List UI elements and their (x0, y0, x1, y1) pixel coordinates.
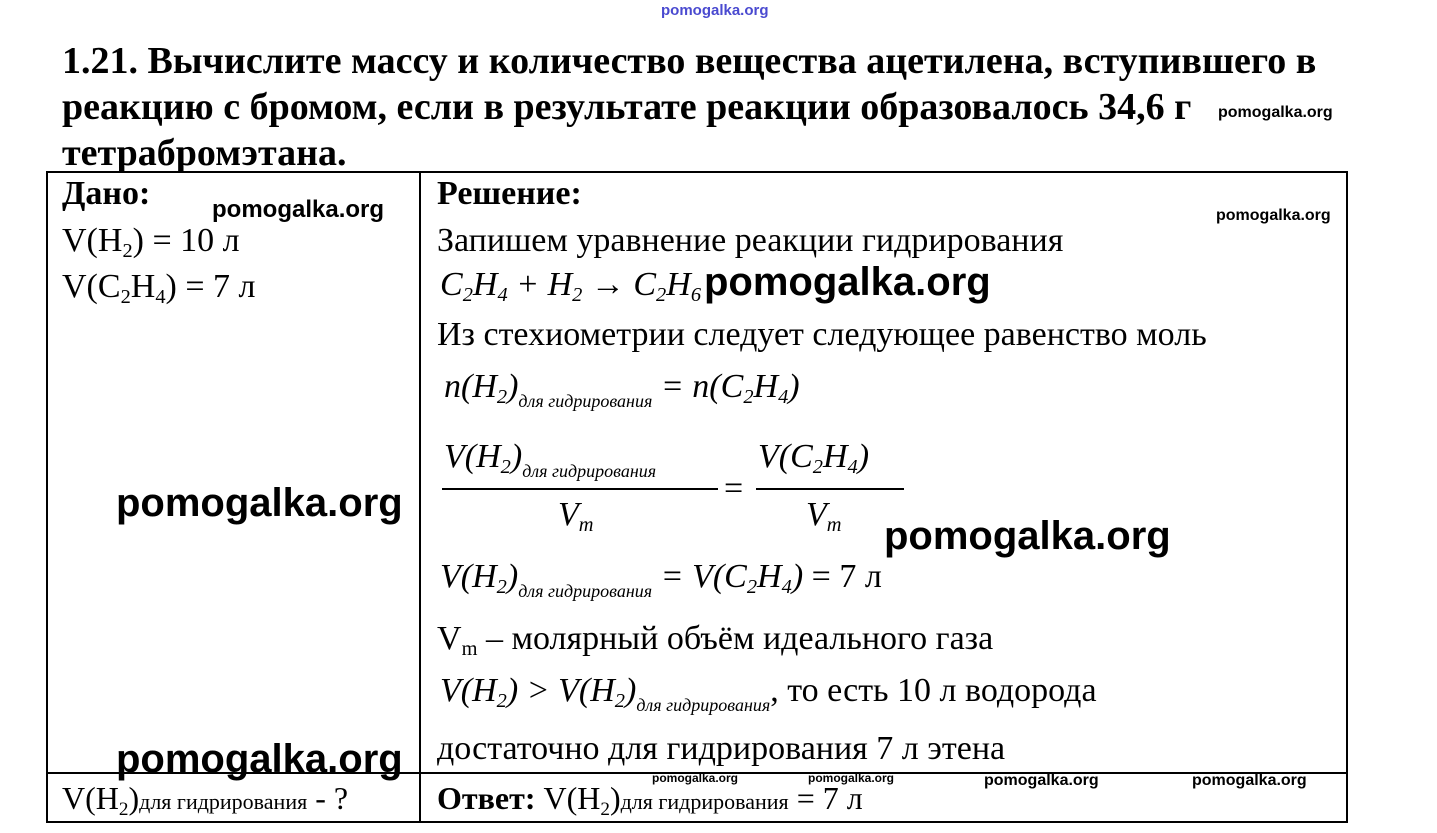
problem-line-2: реакцию с бромом, если в результате реакции образовалось 34,6 г (62, 86, 1192, 128)
find-value: $V(H_2)для$ гидрирования - ? (62, 780, 349, 820)
equals-sign: = (724, 470, 744, 507)
problem-line-3: тетрабромэтана. (62, 132, 347, 174)
stoichiometry-text: Из стехиометрии следует следующее равенство моль (437, 316, 1207, 353)
problem-line-1: 1.21. Вычислите массу и количество вещества ацетилена, вступившего в (62, 40, 1317, 82)
fraction-bar-left (442, 488, 718, 490)
solution-intro: Запишем уравнение реакции гидрирования (437, 222, 1064, 259)
watermark: pomogalka.org (1216, 207, 1331, 224)
problem-statement (62, 38, 1352, 176)
answer (437, 780, 863, 821)
volume-comparison: $V(H_2) > V(H_2)_{для гидрирования}$, то есть 10 л водорода (440, 672, 1097, 715)
reaction-equation: $C_2H_4 + H_2 \to C_2H_6$ (440, 266, 702, 307)
fraction-bar-right (756, 488, 904, 490)
watermark: pomogalka.org (1192, 772, 1307, 789)
watermark: pomogalka.org (984, 772, 1099, 789)
given-h2-volume: $V(H_2) = 10$ л (62, 222, 240, 263)
mole-equality: $n(H_2)_{для гидрирования} = n(C_2H_4)$ (444, 368, 800, 411)
fraction-denominator-left: $V_m$ (558, 496, 594, 537)
solution-heading: Решение: (437, 175, 582, 212)
conclusion-text: достаточно для гидрирования 7 л этена (437, 730, 1006, 767)
volume-equality: $V(H_2)_{для гидрирования} = V(C_2H_4) = 7$ л (440, 558, 882, 601)
watermark: pomogalka.org (808, 771, 895, 785)
watermark: pomogalka.org (884, 514, 1171, 558)
watermark: pomogalka.org (652, 771, 739, 785)
fraction-denominator-right: $V_m$ (806, 496, 842, 537)
fraction-numerator-right: $V(C_2H_4)$ (758, 438, 870, 479)
given-heading: Дано: (62, 175, 151, 212)
watermark-top: pomogalka.org (661, 2, 769, 19)
watermark: pomogalka.org (212, 196, 385, 223)
answer-label: Ответ: (437, 780, 536, 816)
answer-value: $V(H_2)для$ гидрирования = 7 л (543, 780, 863, 820)
fraction-numerator-left: $V(H_2)_{для гидрирования}$ (444, 438, 657, 481)
given-c2h4-volume: $V(C_2H_4) = 7$ л (62, 268, 256, 309)
watermark: pomogalka.org (116, 481, 403, 525)
watermark: pomogalka.org (116, 737, 403, 781)
column-divider (419, 171, 421, 821)
watermark: pomogalka.org (704, 260, 991, 304)
molar-volume-note: $V_m$ – молярный объём идеального газа (437, 620, 994, 661)
watermark: pomogalka.org (1218, 104, 1333, 121)
